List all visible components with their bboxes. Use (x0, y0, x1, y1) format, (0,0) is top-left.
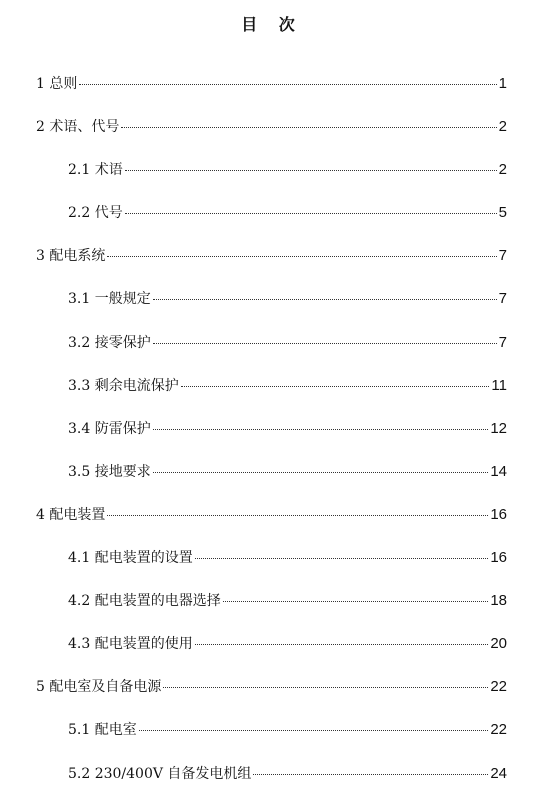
toc-entry-page-number: 11 (491, 376, 507, 394)
toc-entry-page-number: 24 (490, 764, 507, 782)
toc-entry-page-number: 5 (498, 204, 507, 222)
toc-entry-label: 4.3 配电装置的使用 (68, 636, 193, 653)
toc-entry-label: 2.2 代号 (68, 205, 123, 222)
toc-entry-label: 2 术语、代号 (36, 119, 120, 136)
toc-entry-page-number: 7 (498, 333, 507, 351)
toc-entry-page-number: 2 (498, 161, 507, 179)
toc-entry-label: 5.2 230/400V 自备发电机组 (68, 765, 252, 782)
toc-dot-leader (121, 126, 496, 128)
toc-entry[interactable] (0, 502, 536, 545)
toc-entry-page-number: 2 (498, 118, 507, 136)
toc-entry[interactable] (0, 200, 536, 243)
toc-dot-leader (153, 298, 497, 300)
toc-entry-page-number: 16 (490, 549, 507, 567)
toc-dot-leader (253, 773, 488, 775)
toc-dot-leader (163, 686, 488, 688)
toc-entry[interactable] (0, 330, 536, 373)
toc-dot-leader (107, 514, 488, 516)
toc-entry[interactable] (0, 674, 536, 717)
toc-entry-label: 4.1 配电装置的设置 (68, 550, 193, 567)
toc-entry[interactable] (0, 631, 536, 674)
toc-dot-leader (139, 729, 489, 731)
toc-dot-leader (107, 255, 496, 257)
toc-entry-label: 4 配电装置 (36, 506, 106, 523)
toc-entry[interactable] (0, 114, 536, 157)
toc-entry-page-number: 22 (490, 721, 507, 739)
toc-entry-page-number: 18 (490, 592, 507, 610)
toc-entry-label: 3.1 一般规定 (68, 291, 151, 308)
toc-entry-label: 4.2 配电装置的电器选择 (68, 593, 221, 610)
toc-entry[interactable] (0, 459, 536, 502)
toc-entry-label: 3 配电系统 (36, 248, 106, 265)
toc-entry-page-number: 7 (498, 247, 507, 265)
toc-entry[interactable] (0, 71, 536, 114)
toc-entry[interactable] (0, 717, 536, 760)
toc-entry-page-number: 1 (498, 75, 507, 92)
toc-dot-leader (125, 169, 497, 171)
toc-dot-leader (195, 557, 489, 559)
toc-entry-page-number: 20 (490, 635, 507, 653)
toc-entry-page-number: 14 (490, 462, 507, 480)
toc-list (0, 71, 536, 804)
toc-entry[interactable] (0, 588, 536, 631)
toc-entry-page-number: 7 (498, 290, 507, 308)
toc-entry-label: 5.1 配电室 (68, 722, 137, 739)
toc-entry-label: 5 配电室及自备电源 (36, 679, 162, 696)
toc-dot-leader (153, 471, 489, 473)
page-title: 目 次 (241, 15, 303, 34)
toc-entry[interactable] (0, 157, 536, 200)
toc-entry-label: 2.1 术语 (68, 162, 123, 179)
toc-entry-label: 3.3 剩余电流保护 (68, 377, 179, 394)
toc-entry[interactable] (0, 761, 536, 804)
toc-entry[interactable] (0, 243, 536, 286)
toc-entry-page-number: 12 (490, 419, 507, 437)
toc-entry[interactable] (0, 286, 536, 329)
toc-dot-leader (79, 83, 496, 85)
toc-entry-label: 3.4 防雷保护 (68, 420, 151, 437)
toc-dot-leader (153, 428, 489, 430)
toc-entry[interactable] (0, 373, 536, 416)
toc-entry-label: 3.5 接地要求 (68, 463, 151, 480)
toc-dot-leader (223, 600, 489, 602)
toc-entry-label: 3.2 接零保护 (68, 334, 151, 351)
toc-dot-leader (153, 342, 497, 344)
toc-entry-page-number: 16 (490, 505, 507, 523)
toc-dot-leader (181, 385, 490, 387)
toc-entry-label: 1 总则 (36, 76, 78, 92)
toc-entry-page-number: 22 (490, 678, 507, 696)
toc-dot-leader (125, 212, 497, 214)
toc-dot-leader (195, 643, 489, 645)
toc-entry[interactable] (0, 416, 536, 459)
toc-entry[interactable] (0, 545, 536, 588)
